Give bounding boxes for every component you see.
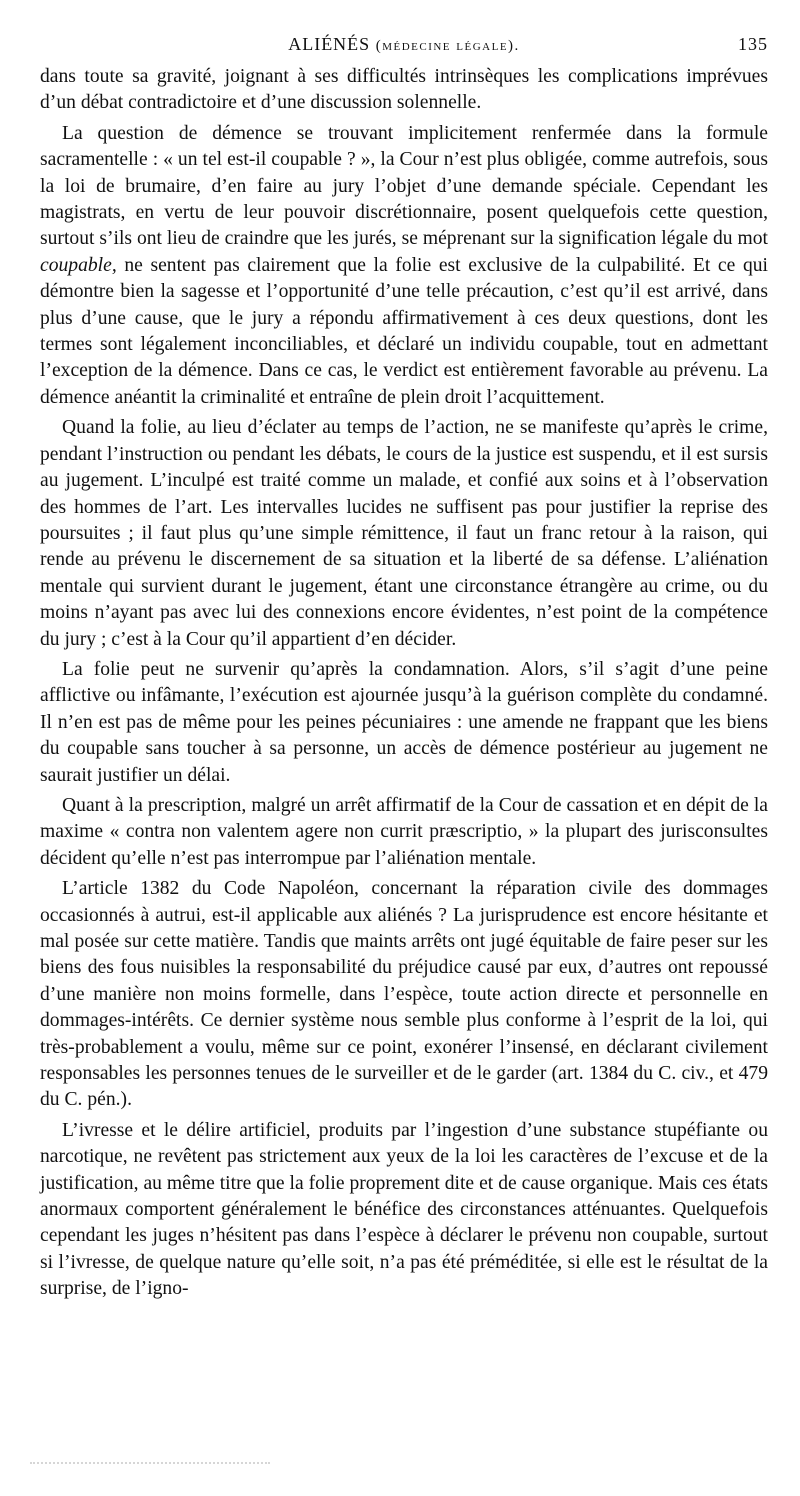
paragraph-text: Quand la folie, au lieu d’éclater au temps de l’action, ne se manifeste qu’après le crime, pendant l’instruction ou pendant les débats, le cours de la justice est suspendu, et il est sursis au jugement. L’inculpé est traité comme un malade, et confié aux soins et à l’observation des hommes de l’art. Les intervalles lucides ne suffisent pas pour justifier la reprise des poursuites ; il faut plus qu’une simple rémittence, il faut un franc retour à la raison, qui rende au prévenu le discernement de sa situation et la liberté de sa défense. L’aliénation mentale qui survient durant le jugement, étant une circonstance étrangère au crime, ou du moins n’ayant pas avec lui des connexions encore évidentes, n’est point de la compétence du jury ; c’est à la Cour qu’il appartient d’en décider. (40, 417, 768, 650)
paragraph-text: dans toute sa gravité, joignant à ses difficultés intrinsèques les complications imprévues d’un débat contradictoire et d’une discussion solennelle. (40, 66, 768, 114)
running-title-subtitle: (médecine légale). (375, 38, 520, 54)
page-number: 135 (738, 34, 768, 54)
paragraph (40, 657, 768, 789)
running-head (40, 34, 768, 58)
paragraph-text: L’ivresse et le délire artificiel, produits par l’ingestion d’une substance stupéfiante ou narcotique, ne revêtent pas strictement aux yeux de la loi les caractères de l’excuse et de la justification, au même titre que la folie proprement dite et de cause organique. Mais ces états anormaux comportent généralement le bénéfice des circonstances atténuantes. Quelquefois cependant les juges n’hésitent pas dans l’espèce à déclarer le prévenu non coupable, surtout si l’ivresse, de quelque nature qu’elle soit, n’a pas été préméditée, si elle est le résultat de la surprise, de l’igno- (40, 1119, 768, 1300)
running-title (40, 34, 768, 55)
print-artifact-marks (30, 1462, 270, 1472)
paragraph-text: La question de démence se trouvant implicitement renfermée dans la formule sacramentelle : « un tel est-il coupable ? », la Cour n’est plus obligée, comme autrefois, sous la loi de brumaire, d’en faire au jury l’objet d’une demande spéciale. Cependant les magistrats, en vertu de leur pouvoir discrétionnaire, posent quelquefois cette question, surtout s’ils ont lieu de craindre que les jurés, se méprenant sur la signification légale du mot (40, 122, 768, 250)
paragraph-text: ne sentent pas clairement que la folie est exclusive de la culpabilité. Et ce qui démontre bien la sagesse et l’opportunité d’une telle précaution, c’est qu’il est arrivé, dans plus d’une cause, que le jury a répondu affirmativement à ces deux questions, dont les termes sont légalement inconciliables, et déclaré un individu coupable, tout en admettant l’exception de la démence. Dans ce cas, le verdict est entièrement favorable au prévenu. La démence anéantit la criminalité et entraîne de plein droit l’acquittement. (40, 254, 768, 408)
paragraph-text: L’article 1382 du Code Napoléon, concernant la réparation civile des dommages occasionnés à autrui, est-il applicable aux aliénés ? La jurisprudence est encore hésitante et mal posée sur cette matière. Tandis que maints arrêts ont jugé équitable de faire peser sur les biens des fous nuisibles la responsabilité du préjudice causé par eux, d’autres ont repoussé d’une manière non moins formelle, dans l’espèce, toute action directe et personnelle en dommages-intérêts. Ce dernier système nous semble plus conforme à l’esprit de la loi, qui très-probablement a voulu, même sur ce point, exonérer l’insensé, en déclarant civilement responsables les personnes tenues de le surveiller et de le garder (art. 1384 du C. civ., et 479 du C. pén.). (40, 878, 768, 1111)
paragraph-text: Quant à la prescription, malgré un arrêt affirmatif de la Cour de cassation et en dépit de la maxime « contra non valentem agere non currit præscriptio, » la plupart des jurisconsultes décident qu’elle n’est pas interrompue par l’aliénation mentale. (40, 794, 768, 869)
paragraph-text: La folie peut ne survenir qu’après la condamnation. Alors, s’il s’agit d’une peine afflictive ou infâmante, l’exécution est ajournée jusqu’à la guérison complète du condamné. Il n’en est pas de même pour les peines pécuniaires : une amende ne frappant que les biens du coupable sans toucher à sa personne, un accès de démence postérieur au jugement ne saurait justifier un délai. (40, 658, 768, 786)
paragraph (40, 876, 768, 1114)
paragraph (40, 1118, 768, 1303)
paragraph (40, 793, 768, 872)
paragraph (40, 415, 768, 653)
emphasized-text: coupable, (40, 254, 117, 276)
paragraph (40, 64, 768, 117)
body-text (40, 64, 768, 1307)
running-title-main: ALIÉNÉS (288, 34, 371, 54)
paragraph (40, 121, 768, 411)
